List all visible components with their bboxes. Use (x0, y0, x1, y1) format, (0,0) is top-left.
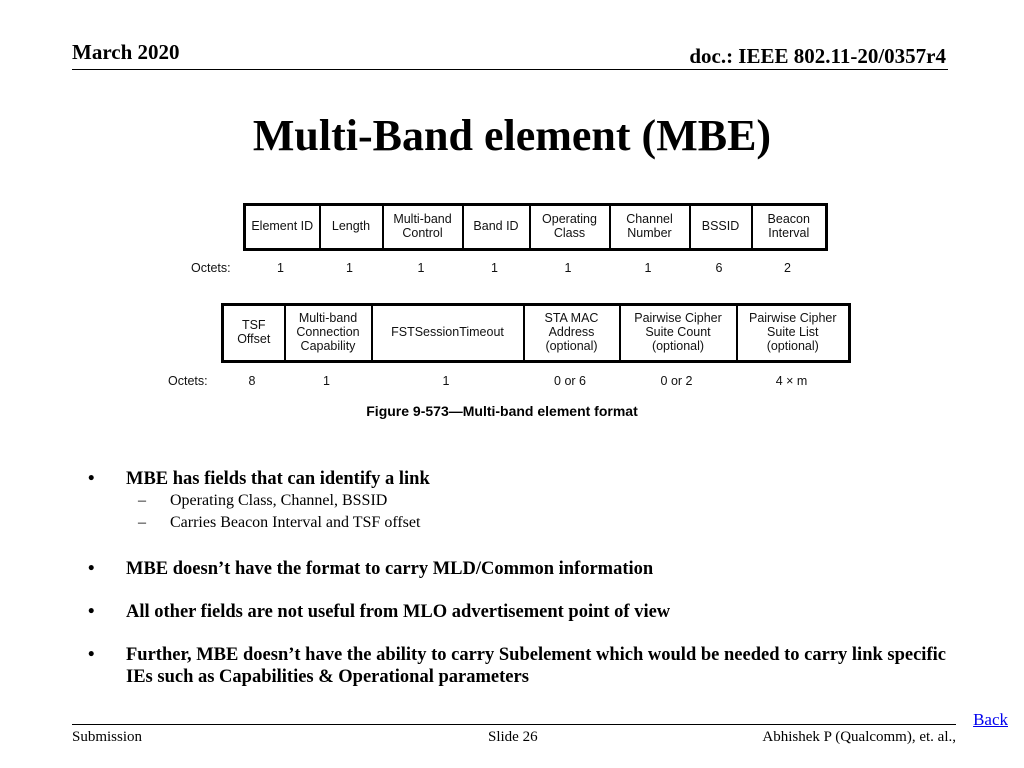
octet-value: 1 (277, 261, 284, 275)
octet-value: 1 (491, 261, 498, 275)
footer-author: Abhishek P (Qualcomm), et. al., (762, 729, 956, 745)
sub-bullet-text: Operating Class, Channel, BSSID (170, 492, 388, 509)
field-cell: Operating Class (530, 205, 610, 250)
sub-bullet-text: Carries Beacon Interval and TSF offset (170, 514, 421, 531)
bullet-group (88, 644, 948, 688)
bullet-mark: • (88, 645, 95, 665)
bullet-item (88, 558, 948, 580)
field-cell: Element ID (245, 205, 320, 250)
field-cell: Pairwise Cipher Suite Count (optional) (620, 305, 737, 362)
octet-value: 1 (564, 261, 572, 275)
field-cell: BSSID (690, 205, 752, 250)
bullet-group (88, 468, 948, 534)
field-cell: Multi-band Connection Capability (285, 305, 372, 362)
octet-value: 1 (644, 261, 652, 275)
slide-title: Multi-Band element (MBE) (252, 111, 772, 160)
bullet-text: All other fields are not useful from MLO advertisement point of view (126, 602, 671, 622)
octets-label-row-2: Octets: (168, 374, 208, 388)
octet-value: 1 (323, 374, 330, 388)
bullet-mark: • (88, 559, 95, 579)
field-cell: Multi-band Control (383, 205, 463, 250)
bullet-text: MBE has fields that can identify a link (126, 469, 430, 489)
bullet-list (88, 468, 948, 709)
back-link[interactable]: Back (973, 710, 1008, 729)
bullet-text: Further, MBE doesn’t have the ability to carry Subelement which would be needed to carry link specific IEs such as Capabilities & Operational parameters (126, 645, 946, 687)
field-cell: Beacon Interval (752, 205, 827, 250)
sub-bullet-item (88, 490, 948, 512)
field-cell: FSTSessionTimeout (372, 305, 524, 362)
bullet-text: MBE doesn’t have the format to carry MLD/Common information (126, 559, 654, 579)
figure-caption: Figure 9-573—Multi-band element format (366, 403, 638, 419)
octet-value: 1 (417, 261, 425, 275)
bullet-mark: • (88, 602, 95, 622)
footer-submission: Submission (72, 729, 143, 745)
sub-bullet-mark: – (138, 492, 146, 509)
footer-divider (72, 724, 956, 725)
field-cell: Band ID (463, 205, 530, 250)
bullet-item (88, 644, 948, 688)
header-divider (72, 69, 948, 70)
field-cell: Pairwise Cipher Suite List (optional) (737, 305, 850, 362)
octet-value: 1 (442, 374, 450, 388)
octets-label-row-1: Octets: (191, 261, 231, 275)
bullet-group (88, 601, 948, 623)
field-cell: Length (320, 205, 383, 250)
octet-value: 0 or 6 (554, 374, 586, 388)
footer-slide-number: Slide 26 (488, 729, 538, 745)
bullet-item (88, 601, 948, 623)
bullet-group (88, 558, 948, 580)
field-cell: STA MAC Address (optional) (524, 305, 620, 362)
field-cell: Channel Number (610, 205, 690, 250)
frame-format-row-1 (243, 203, 828, 251)
octet-value: 6 (715, 261, 723, 275)
octet-value: 4 × m (775, 374, 808, 388)
bullet-item (88, 468, 948, 490)
field-cell: TSF Offset (223, 305, 285, 362)
frame-format-row-2 (221, 303, 851, 363)
sub-bullet-mark: – (138, 514, 146, 531)
octet-value: 1 (346, 261, 353, 275)
octet-value: 8 (248, 374, 256, 388)
octet-value: 2 (784, 261, 791, 275)
octet-value: 0 or 2 (660, 374, 693, 388)
sub-bullet-item (88, 512, 948, 534)
octets-row-1 (243, 261, 825, 277)
octets-row-2 (221, 374, 848, 390)
bullet-mark: • (88, 469, 95, 489)
header-doc-id: doc.: IEEE 802.11-20/0357r4 (689, 44, 946, 68)
header-date: March 2020 (72, 40, 180, 64)
